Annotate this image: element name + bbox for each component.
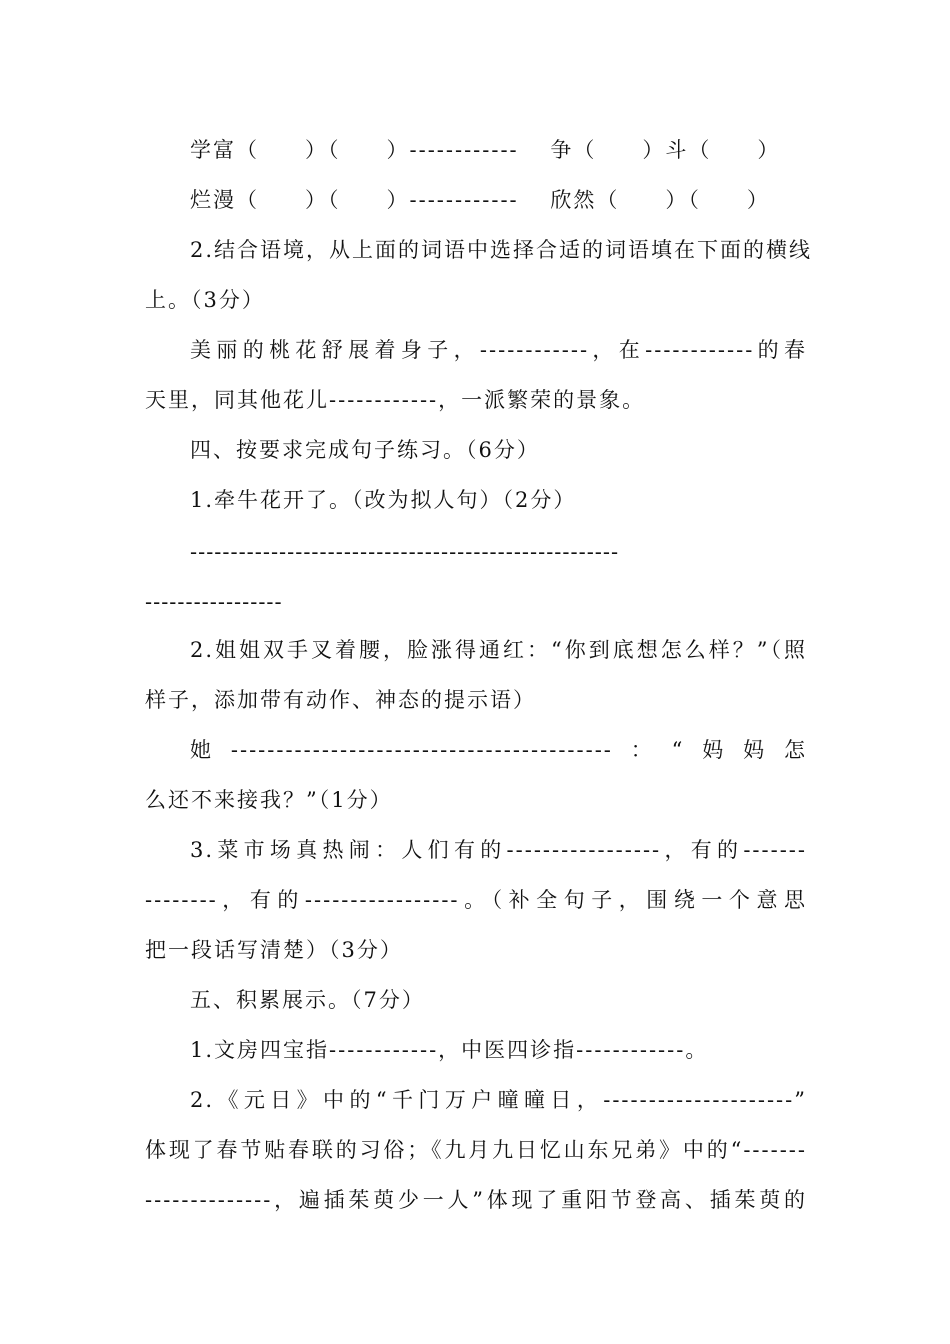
- fill-sentence-line-1: 美丽的桃花舒展着身子，------------，在------------的春: [190, 338, 807, 362]
- section-5-question-2: 2.《元日》中的“千门万户曈曈日，---------------------”: [190, 1088, 807, 1112]
- answer-line-1: -----------------------------------------------------: [190, 540, 620, 564]
- section-5-question-2-end: --------------，遍插茱萸少一人”体现了重阳节登高、插茱萸的: [145, 1188, 807, 1212]
- section-4-question-2-cont: 样子，添加带有动作、神态的提示语）: [145, 688, 536, 712]
- section-4-heading: 四、按要求完成句子练习。（6分）: [190, 438, 540, 462]
- section-4-question-3: 3.菜市场真热闹：人们有的-----------------，有的-------: [190, 838, 807, 862]
- prompt-sentence-line-2: 么还不来接我？”（1分）: [145, 788, 393, 812]
- prompt-sentence-line-1: 她------------------------------------------：“妈妈怎: [190, 738, 807, 762]
- question-2-text: 2.结合语境，从上面的词语中选择合适的词语填在下面的横线: [190, 238, 813, 262]
- section-4-question-1: 1.牵牛花开了。（改为拟人句）（2分）: [190, 488, 577, 512]
- answer-line-2: -----------------: [145, 590, 283, 614]
- section-4-question-2: 2.姐姐双手叉着腰，脸涨得通红：“你到底想怎么样？”（照: [190, 638, 807, 662]
- vocab-line-1: 学富（ ）（ ）------------ 争（ ）斗（ ）: [190, 138, 781, 162]
- vocab-line-2: 烂漫（ ）（ ）------------ 欣然（ ）（ ）: [190, 188, 770, 212]
- section-4-question-3-cont: --------，有的-----------------。（补全句子，围绕一个意思: [145, 888, 807, 912]
- section-5-heading: 五、积累展示。（7分）: [190, 988, 425, 1012]
- question-2-score: 上。（3分）: [145, 288, 265, 312]
- section-5-question-2-cont: 体现了春节贴春联的习俗；《九月九日忆山东兄弟》中的“-------: [145, 1138, 807, 1162]
- fill-sentence-line-2: 天里，同其他花儿------------，一派繁荣的景象。: [145, 388, 646, 412]
- section-5-question-1: 1.文房四宝指------------，中医四诊指------------。: [190, 1038, 709, 1062]
- section-4-question-3-end: 把一段话写清楚）（3分）: [145, 938, 403, 962]
